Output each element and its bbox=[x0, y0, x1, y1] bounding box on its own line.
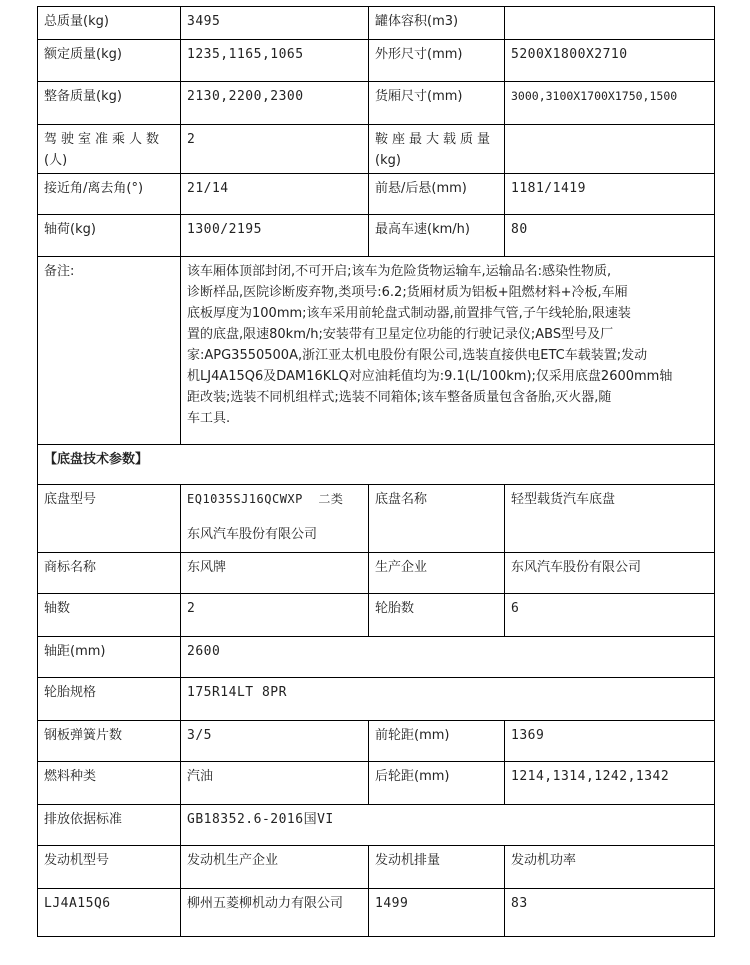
cab-seats-label bbox=[38, 125, 181, 174]
table-row bbox=[38, 82, 715, 125]
table-row bbox=[38, 846, 715, 889]
remarks-line: 机LJ4A15Q6及DAM16KLQ对应油耗值均为:9.1(L/100km);仅采用底盘2600mm轴 bbox=[187, 369, 673, 384]
engine-displacement-header: 发动机排量 bbox=[369, 846, 505, 889]
curb-mass-label: 整备质量(kg) bbox=[38, 82, 181, 125]
tank-volume-label: 罐体容积(m3) bbox=[369, 7, 505, 40]
table-row bbox=[38, 174, 715, 215]
cab-seats-label-line1: 驾驶室准乘人数 bbox=[44, 132, 164, 147]
axles-label: 轴数 bbox=[38, 594, 181, 637]
remarks-text bbox=[181, 257, 715, 445]
engine-model-value: LJ4A15Q6 bbox=[38, 889, 181, 937]
chassis-model-label: 底盘型号 bbox=[38, 485, 181, 553]
chassis-model-code: EQ1035SJ16QCWXP 二类 bbox=[187, 492, 344, 506]
engine-maker-value: 柳州五菱柳机动力有限公司 bbox=[181, 889, 369, 937]
leaf-spring-label: 钢板弹簧片数 bbox=[38, 721, 181, 762]
remarks-line: 置的底盘,限速80km/h;安装带有卫星定位功能的行驶记录仪;ABS型号及厂 bbox=[187, 327, 614, 342]
engine-power-value: 83 bbox=[505, 889, 715, 937]
table-row bbox=[38, 594, 715, 637]
gross-mass-value: 3495 bbox=[181, 7, 369, 40]
rear-track-label: 后轮距(mm) bbox=[369, 762, 505, 805]
max-speed-value: 80 bbox=[505, 215, 715, 257]
overhang-value: 1181/1419 bbox=[505, 174, 715, 215]
front-track-label: 前轮距(mm) bbox=[369, 721, 505, 762]
rear-track-value: 1214,1314,1242,1342 bbox=[505, 762, 715, 805]
table-row bbox=[38, 637, 715, 678]
table-row bbox=[38, 805, 715, 846]
cab-seats-label-line2: (人) bbox=[44, 153, 68, 168]
axles-value: 2 bbox=[181, 594, 369, 637]
tires-count-label: 轮胎数 bbox=[369, 594, 505, 637]
rated-mass-label: 额定质量(kg) bbox=[38, 40, 181, 82]
tire-spec-value: 175R14LT 8PR bbox=[181, 678, 715, 721]
chassis-name-value: 轻型载货汽车底盘 bbox=[505, 485, 715, 553]
maker-value: 东风汽车股份有限公司 bbox=[505, 553, 715, 594]
front-track-value: 1369 bbox=[505, 721, 715, 762]
cargo-dims-value: 3000,3100X1700X1750,1500 bbox=[505, 82, 715, 125]
remarks-line: 诊断样品,医院诊断废弃物,类项号:6.2;货厢材质为铝板+阻燃材料+冷板,车厢 bbox=[187, 285, 628, 300]
dimensions-label: 外形尺寸(mm) bbox=[369, 40, 505, 82]
overhang-label: 前悬/后悬(mm) bbox=[369, 174, 505, 215]
wheelbase-value: 2600 bbox=[181, 637, 715, 678]
chassis-model-value bbox=[181, 485, 369, 553]
table-row bbox=[38, 257, 715, 445]
fuel-value: 汽油 bbox=[181, 762, 369, 805]
tires-count-value: 6 bbox=[505, 594, 715, 637]
remarks-line: 距改装;选装不同机组样式;选装不同箱体;该车整备质量包含备胎,灭火器,随 bbox=[187, 390, 612, 405]
emission-label: 排放依据标准 bbox=[38, 805, 181, 846]
tank-volume-value bbox=[505, 7, 715, 40]
chassis-section-title: 【底盘技术参数】 bbox=[38, 445, 715, 485]
saddle-load-label-line1: 鞍座最大载质量 bbox=[375, 132, 495, 147]
remarks-label: 备注: bbox=[38, 257, 181, 445]
leaf-spring-value: 3/5 bbox=[181, 721, 369, 762]
chassis-name-label: 底盘名称 bbox=[369, 485, 505, 553]
brand-value: 东风牌 bbox=[181, 553, 369, 594]
remarks-line: 该车厢体顶部封闭,不可开启;该车为危险货物运输车,运输品名:感染性物质, bbox=[187, 264, 612, 279]
saddle-load-label-line2: (kg) bbox=[375, 153, 401, 168]
engine-maker-header: 发动机生产企业 bbox=[181, 846, 369, 889]
gross-mass-label: 总质量(kg) bbox=[38, 7, 181, 40]
cab-seats-value: 2 bbox=[181, 125, 369, 174]
table-row bbox=[38, 678, 715, 721]
axle-load-label: 轴荷(kg) bbox=[38, 215, 181, 257]
table-row bbox=[38, 7, 715, 40]
wheelbase-label: 轴距(mm) bbox=[38, 637, 181, 678]
remarks-line: 车工具. bbox=[187, 411, 231, 426]
dimensions-value: 5200X1800X2710 bbox=[505, 40, 715, 82]
engine-displacement-value: 1499 bbox=[369, 889, 505, 937]
rated-mass-value: 1235,1165,1065 bbox=[181, 40, 369, 82]
table-row bbox=[38, 445, 715, 485]
table-row bbox=[38, 125, 715, 174]
saddle-load-label bbox=[369, 125, 505, 174]
table-row bbox=[38, 485, 715, 553]
engine-model-header: 发动机型号 bbox=[38, 846, 181, 889]
fuel-label: 燃料种类 bbox=[38, 762, 181, 805]
saddle-load-value bbox=[505, 125, 715, 174]
remarks-line: 家:APG3550500A,浙江亚太机电股份有限公司,选装直接供电ETC车载装置;发动 bbox=[187, 348, 648, 363]
curb-mass-value: 2130,2200,2300 bbox=[181, 82, 369, 125]
engine-power-header: 发动机功率 bbox=[505, 846, 715, 889]
table-row bbox=[38, 721, 715, 762]
table-row bbox=[38, 215, 715, 257]
table-row bbox=[38, 553, 715, 594]
axle-load-value: 1300/2195 bbox=[181, 215, 369, 257]
max-speed-label: 最高车速(km/h) bbox=[369, 215, 505, 257]
emission-value: GB18352.6-2016国VI bbox=[181, 805, 715, 846]
table-row bbox=[38, 762, 715, 805]
angles-value: 21/14 bbox=[181, 174, 369, 215]
table-row bbox=[38, 889, 715, 937]
cargo-dims-label: 货厢尺寸(mm) bbox=[369, 82, 505, 125]
remarks-line: 底板厚度为100mm;该车采用前轮盘式制动器,前置排气管,子午线轮胎,限速装 bbox=[187, 306, 631, 321]
chassis-model-company: 东风汽车股份有限公司 bbox=[187, 527, 318, 542]
maker-label: 生产企业 bbox=[369, 553, 505, 594]
angles-label: 接近角/离去角(°) bbox=[38, 174, 181, 215]
vehicle-spec-table bbox=[37, 6, 715, 937]
tire-spec-label: 轮胎规格 bbox=[38, 678, 181, 721]
table-row bbox=[38, 40, 715, 82]
brand-label: 商标名称 bbox=[38, 553, 181, 594]
